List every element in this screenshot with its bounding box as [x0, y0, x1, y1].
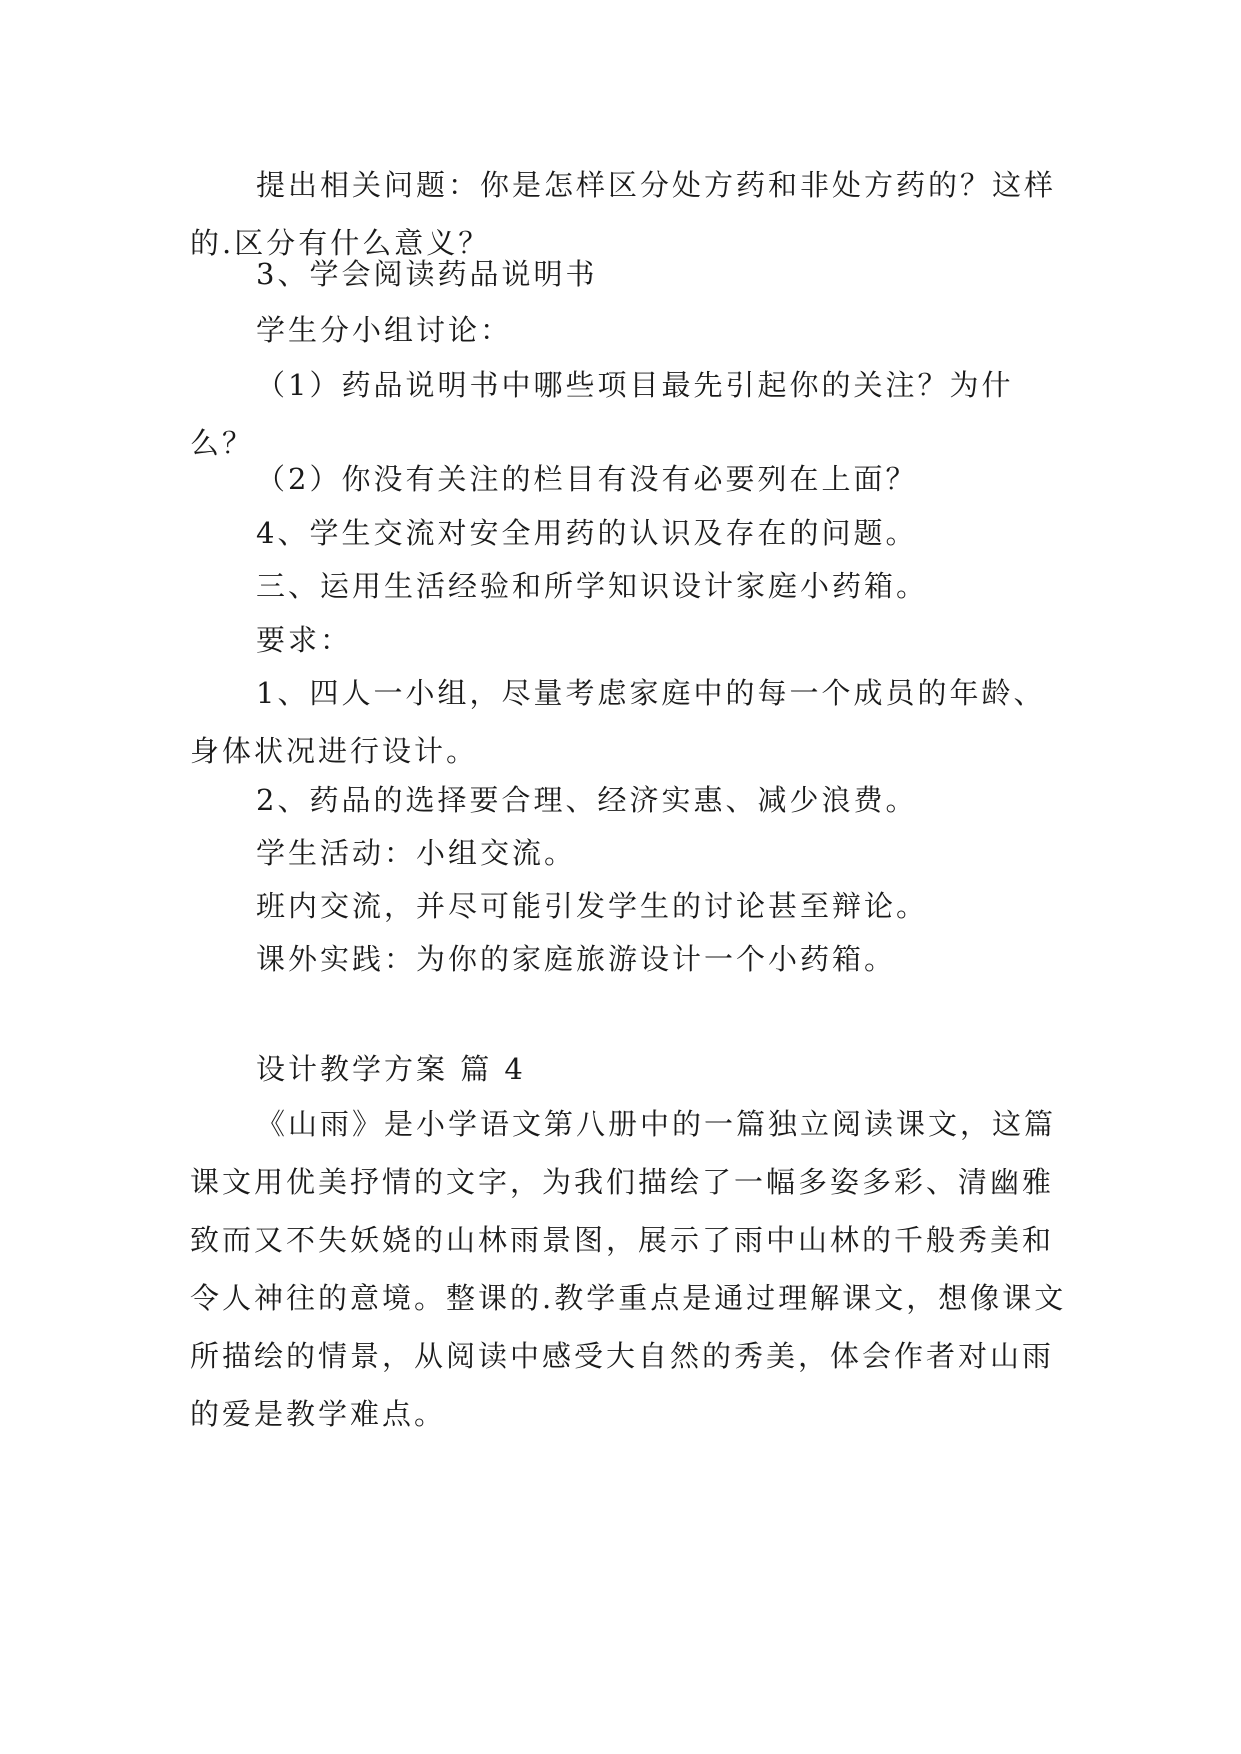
section-heading: 设计教学方案 篇 4 — [256, 1052, 526, 1086]
paragraph-requirements: 要求： — [256, 623, 353, 657]
paragraph-requirement-1: 1、四人一小组，尽量考虑家庭中的每一个成员的年龄、身体状况进行设计。 — [190, 676, 1046, 768]
paragraph-discussion-q1: （1）药品说明书中哪些项目最先引起你的关注？为什么？ — [190, 368, 1014, 460]
paragraph-group-discussion: 学生分小组讨论： — [256, 313, 513, 347]
paragraph-practice: 课外实践：为你的家庭旅游设计一个小药箱。 — [256, 942, 897, 976]
section-body: 《山雨》是小学语文第八册中的一篇独立阅读课文，这篇课文用优美抒情的文字，为我们描绘了一幅多姿多彩、清幽雅致而又不失妖娆的山林雨景图，展示了雨中山林的千般秀美和令人神往的意境。整课的.教学重点是通过理解课文，想像课文所描绘的情景，从阅读中感受大自然的秀美，体会作者对山雨的爱是教学难点。 — [190, 1107, 1067, 1431]
paragraph-discussion-q2: （2）你没有关注的栏目有没有必要列在上面？ — [256, 462, 918, 496]
paragraph-step-4: 4、学生交流对安全用药的认识及存在的问题。 — [256, 516, 918, 550]
paragraph-student-activity: 学生活动：小组交流。 — [256, 836, 577, 870]
paragraph-requirement-2: 2、药品的选择要合理、经济实惠、减少浪费。 — [256, 783, 918, 817]
paragraph-part-3: 三、运用生活经验和所学知识设计家庭小药箱。 — [256, 569, 929, 603]
paragraph-question: 提出相关问题：你是怎样区分处方药和非处方药的？这样的.区分有什么意义？ — [190, 168, 1057, 260]
paragraph-class-exchange: 班内交流，并尽可能引发学生的讨论甚至辩论。 — [256, 889, 929, 923]
paragraph-step-3: 3、学会阅读药品说明书 — [256, 257, 598, 291]
